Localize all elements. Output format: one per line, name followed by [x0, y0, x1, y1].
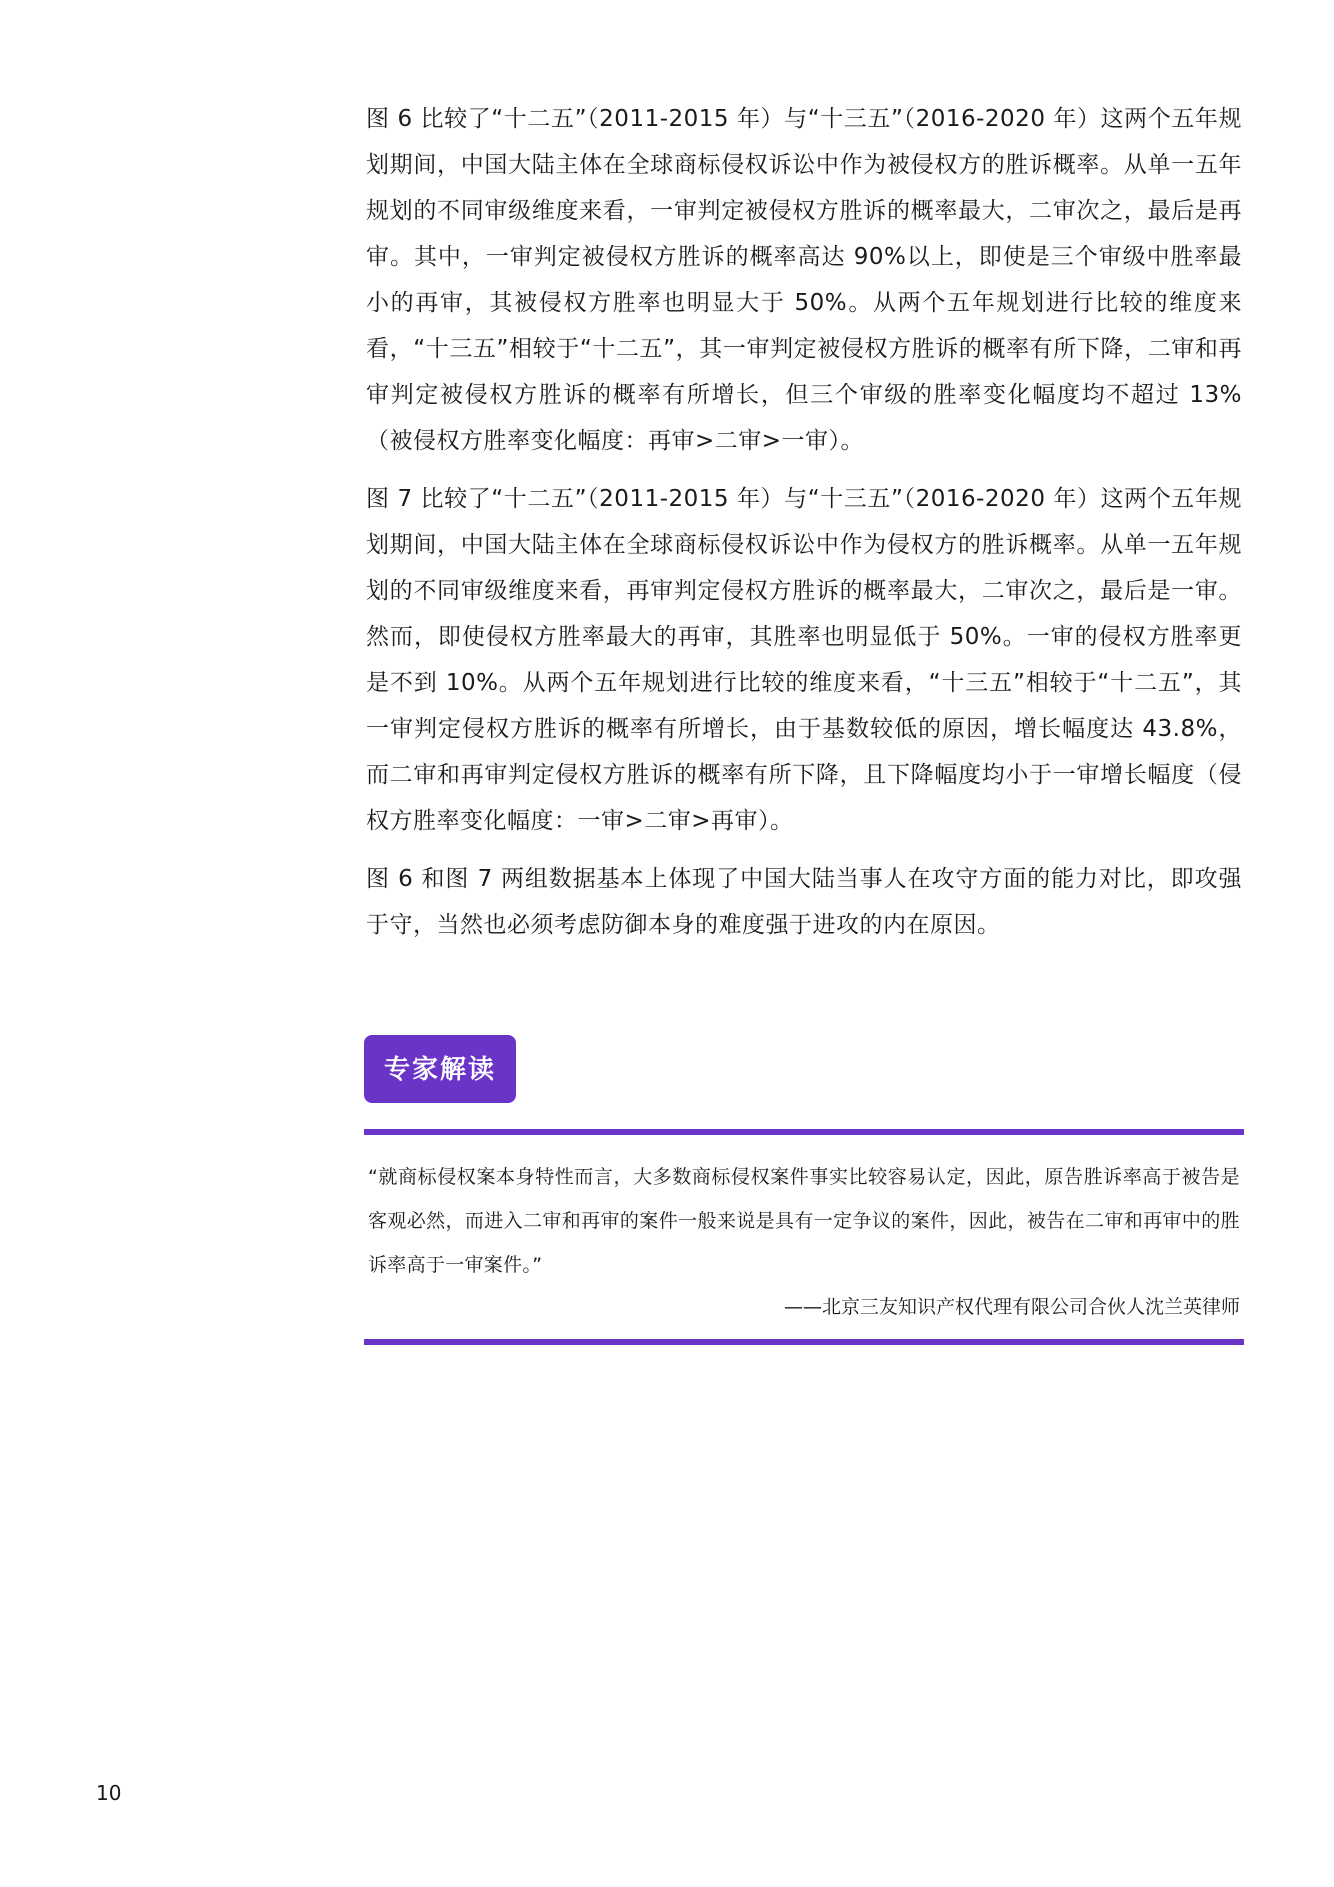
- expert-commentary: [364, 1035, 1244, 1345]
- paragraph-figure-7: 图 7 比较了“十二五”（2011-2015 年）与“十三五”（2016-2020 年）这两个五年规划期间，中国大陆主体在全球商标侵权诉讼中作为侵权方的胜诉概率。从单一五年规划的不同审级维度来看，再审判定侵权方胜诉的概率最大，二审次之，最后是一审。然而，即使侵权方胜率最大的再审，其胜率也明显低于 50%。一审的侵权方胜率更是不到 10%。从两个五年规划进行比较的维度来看，“十三五”相较于“十二五”，其一审判定侵权方胜诉的概率有所增长，由于基数较低的原因，增长幅度达 43.8%，而二审和再审判定侵权方胜诉的概率有所下降，且下降幅度均小于一审增长幅度（侵权方胜率变化幅度：一审>二审>再审）。: [366, 486, 1242, 834]
- quote-attribution: ——北京三友知识产权代理有限公司合伙人沈兰英律师: [783, 1296, 1240, 1318]
- quote-box: [364, 1135, 1244, 1339]
- paragraph-conclusion: 图 6 和图 7 两组数据基本上体现了中国大陆当事人在攻守方面的能力对比，即攻强于守，当然也必须考虑防御本身的难度强于进攻的内在原因。: [366, 866, 1242, 938]
- divider-bottom: [364, 1339, 1244, 1345]
- expert-badge: 专家解读: [364, 1035, 516, 1103]
- paragraph-figure-6: 图 6 比较了“十二五”（2011-2015 年）与“十三五”（2016-2020 年）这两个五年规划期间，中国大陆主体在全球商标侵权诉讼中作为被侵权方的胜诉概率。从单一五年规划的不同审级维度来看，一审判定被侵权方胜诉的概率最大，二审次之，最后是再审。其中，一审判定被侵权方胜诉的概率高达 90%以上，即使是三个审级中胜率最小的再审，其被侵权方胜率也明显大于 50%。从两个五年规划进行比较的维度来看，“十三五”相较于“十二五”，其一审判定被侵权方胜诉的概率有所下降，二审和再审判定被侵权方胜诉的概率有所增长，但三个审级的胜率变化幅度均不超过 13%（被侵权方胜率变化幅度：再审>二审>一审）。: [366, 106, 1242, 454]
- expert-quote: “就商标侵权案本身特性而言，大多数商标侵权案件事实比较容易认定，因此，原告胜诉率高于被告是客观必然，而进入二审和再审的案件一般来说是具有一定争议的案件，因此，被告在二审和再审中的胜诉率高于一审案件。”: [368, 1166, 1240, 1276]
- main-text: [366, 96, 1242, 960]
- page-number: 10: [96, 1781, 122, 1805]
